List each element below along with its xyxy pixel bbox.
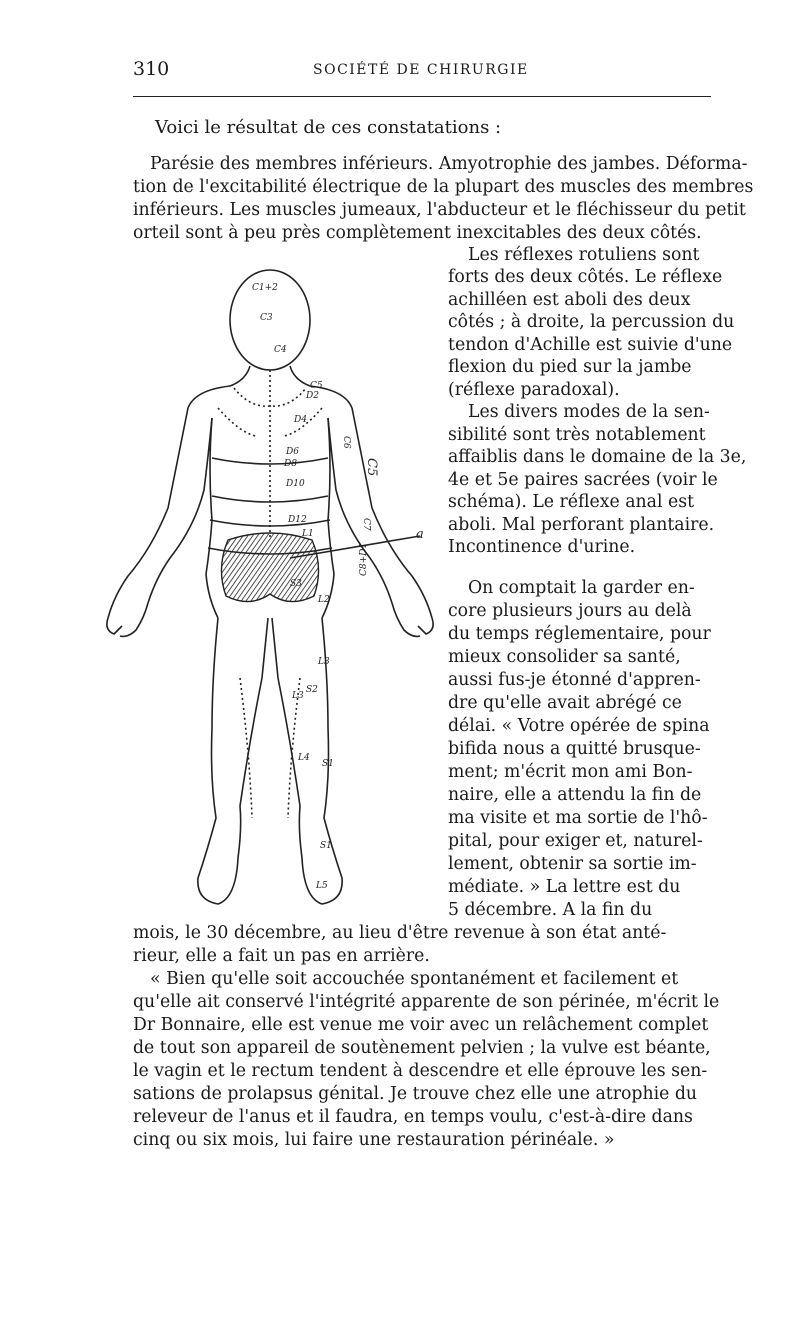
- dermatome-figure: [100, 258, 440, 918]
- text-line: le vagin et le rectum tendent à descendre et elle éprouve les sen-: [133, 1061, 708, 1081]
- text-line: aboli. Mal perforant plantaire.: [448, 515, 715, 535]
- text-line: du temps réglementaire, pour: [448, 624, 711, 644]
- text-line: core plusieurs jours au delà: [448, 601, 692, 621]
- label-c4: C4: [274, 345, 287, 355]
- text-line: Les réflexes rotuliens sont: [468, 245, 700, 265]
- intro-line: Voici le résultat de ces constatations :: [155, 117, 502, 138]
- header-rule: [133, 96, 711, 97]
- label-l3: L3: [318, 657, 330, 667]
- label-s1: S1: [322, 759, 334, 769]
- text-line: mieux consolider sa santé,: [448, 647, 681, 667]
- text-line: On comptait la garder en-: [468, 578, 695, 598]
- text-line: orteil sont à peu près complètement inexcitables des deux côtés.: [133, 223, 702, 243]
- label-l4: L4: [298, 753, 310, 763]
- text-line: sations de prolapsus génital. Je trouve chez elle une atrophie du: [133, 1084, 698, 1104]
- label-l3b: L3: [292, 691, 304, 701]
- text-line: flexion du pied sur la jambe: [448, 357, 692, 377]
- label-c1-2: C1+2: [252, 283, 278, 293]
- text-line: côtés ; à droite, la percussion du: [448, 312, 735, 332]
- page-header: [133, 58, 713, 86]
- text-line: délai. « Votre opérée de spina: [448, 716, 710, 736]
- text-line: « Bien qu'elle soit accouchée spontanément et facilement et: [150, 969, 679, 989]
- label-c5-left: C5: [310, 381, 323, 391]
- text-line: rieur, elle a fait un pas en arrière.: [133, 946, 430, 966]
- text-line: tendon d'Achille est suivie d'une: [448, 335, 733, 355]
- hatched-sacral-zone: [221, 533, 318, 602]
- text-line: dre qu'elle avait abrégé ce: [448, 693, 682, 713]
- text-line: qu'elle ait conservé l'intégrité apparente de son périnée, m'écrit le: [133, 992, 720, 1012]
- label-c7: C7: [361, 518, 371, 531]
- label-s3: S3: [290, 579, 302, 589]
- label-c3: C3: [260, 313, 273, 323]
- running-title: SOCIÉTÉ DE CHIRURGIE: [313, 62, 529, 78]
- text-line: bifida nous a quitté brusque-: [448, 739, 701, 759]
- text-line: ma visite et ma sortie de l'hô-: [448, 808, 708, 828]
- text-line: Les divers modes de la sen-: [468, 402, 710, 422]
- label-d6: D6: [286, 447, 299, 457]
- dermatome-illustration: [100, 258, 440, 918]
- label-c6: C6: [341, 436, 351, 449]
- label-s2: S2: [306, 685, 318, 695]
- text-line: naire, elle a attendu la fin de: [448, 785, 702, 805]
- label-d12: D12: [288, 515, 307, 525]
- text-line: 5 décembre. A la fin du: [448, 900, 653, 920]
- text-line: 4e et 5e paires sacrées (voir le: [448, 470, 718, 490]
- label-a: a: [416, 527, 424, 542]
- label-l1: L1: [302, 529, 314, 539]
- label-c8-d1: C8+D1: [359, 542, 369, 576]
- text-line: schéma). Le réflexe anal est: [448, 492, 695, 512]
- text-line: mois, le 30 décembre, au lieu d'être revenue à son état anté-: [133, 923, 667, 943]
- text-line: pital, pour exiger et, naturel-: [448, 831, 703, 851]
- page-number: 310: [133, 58, 170, 80]
- label-d8: D8: [284, 459, 297, 469]
- text-line: médiate. » La lettre est du: [448, 877, 681, 897]
- text-line: affaiblis dans le domaine de la 3e,: [448, 447, 747, 467]
- text-line: achilléen est aboli des deux: [448, 290, 691, 310]
- text-line: inférieurs. Les muscles jumeaux, l'abducteur et le fléchisseur du petit: [133, 200, 746, 220]
- label-l5: L5: [316, 881, 328, 891]
- text-line: lement, obtenir sa sortie im-: [448, 854, 697, 874]
- text-line: Parésie des membres inférieurs. Amyotrophie des jambes. Déforma-: [150, 154, 748, 174]
- text-line: sibilité sont très notablement: [448, 425, 706, 445]
- label-s1b: S1: [320, 841, 332, 851]
- text-line: Incontinence d'urine.: [448, 537, 636, 557]
- text-line: (réflexe paradoxal).: [448, 380, 620, 400]
- text-line: Dr Bonnaire, elle est venue me voir avec un relâchement complet: [133, 1015, 709, 1035]
- label-d4: D4: [294, 415, 307, 425]
- text-line: tion de l'excitabilité électrique de la plupart des muscles des membres: [133, 177, 754, 197]
- label-d2: D2: [306, 391, 319, 401]
- label-c5: C5: [364, 458, 379, 477]
- text-line: cinq ou six mois, lui faire une restauration périnéale. »: [133, 1130, 615, 1150]
- label-l2: L2: [318, 595, 330, 605]
- text-line: releveur de l'anus et il faudra, en temps voulu, c'est-à-dire dans: [133, 1107, 693, 1127]
- text-line: ment; m'écrit mon ami Bon-: [448, 762, 693, 782]
- label-d10: D10: [286, 479, 305, 489]
- text-line: de tout son appareil de soutènement pelvien ; la vulve est béante,: [133, 1038, 711, 1058]
- text-line: forts des deux côtés. Le réflexe: [448, 267, 723, 287]
- text-line: aussi fus-je étonné d'appren-: [448, 670, 701, 690]
